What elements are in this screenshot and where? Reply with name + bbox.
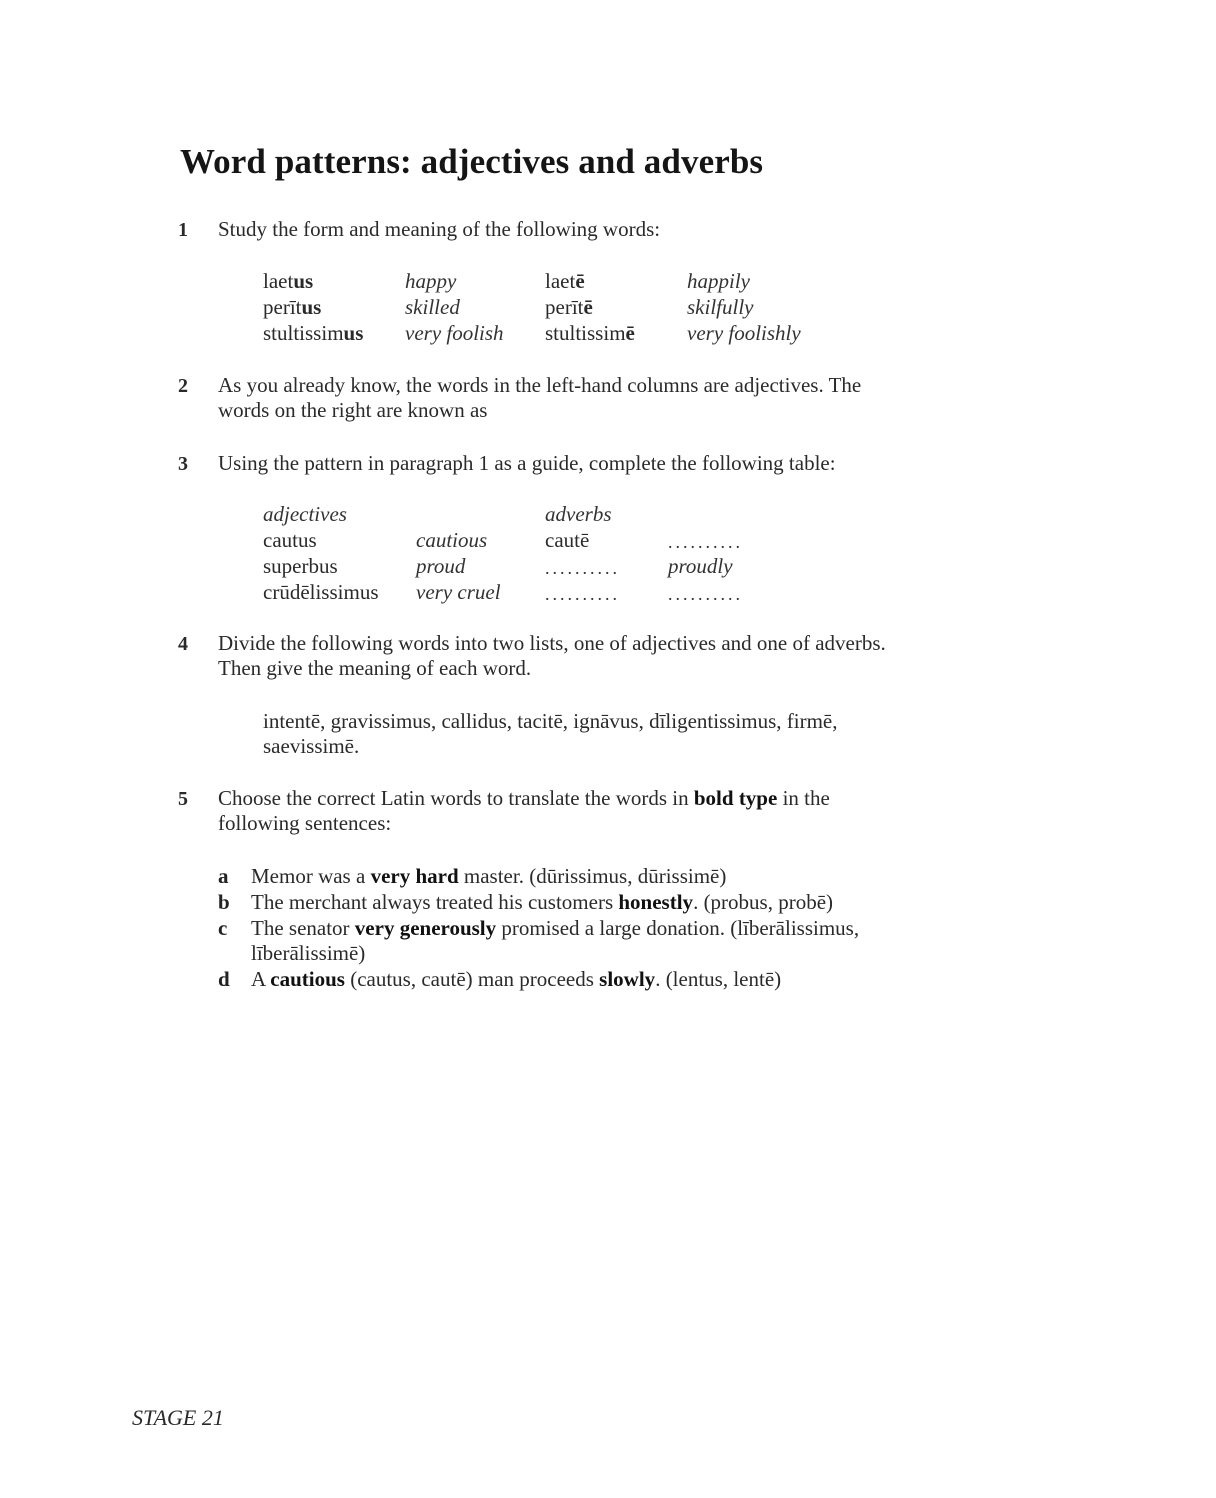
q3-row-2 xyxy=(0,554,1216,580)
q3-english-adverb-blank: .......... xyxy=(668,584,743,604)
q3-header-row xyxy=(0,502,1216,528)
sentence-a: Memor was a very hard master. (dūrissimus, dūrissimē) xyxy=(251,864,727,888)
sentence-d: A cautious (cautus, cautē) man proceeds slowly. (lentus, lentē) xyxy=(251,967,782,991)
q1-row-1 xyxy=(0,269,1216,295)
q1-adverb-meaning: very foolishly xyxy=(687,321,801,345)
q3-latin-adverb: cautē xyxy=(545,528,590,552)
q3-latin-adverb-blank: .......... xyxy=(545,584,620,604)
question-number-4: 4 xyxy=(178,633,188,655)
page-footer-stage: STAGE 21 xyxy=(132,1405,224,1430)
q1-adverb: perītē xyxy=(545,295,593,319)
q3-english-adjective: cautious xyxy=(416,528,488,552)
q1-adjective: stultissimus xyxy=(263,321,364,345)
q1-adjective: perītus xyxy=(263,295,322,319)
question-4-line-1: Divide the following words into two lists, one of adjectives and one of adverbs. xyxy=(218,631,886,655)
question-4-text xyxy=(218,631,998,681)
question-3-text: Using the pattern in paragraph 1 as a guide, complete the following table: xyxy=(218,451,836,475)
q3-english-adjective: proud xyxy=(416,554,466,578)
q3-english-adverb: proudly xyxy=(668,554,733,578)
adverbs-header: adverbs xyxy=(545,502,612,526)
question-number-2: 2 xyxy=(178,375,188,397)
question-2-line-2: words on the right are known as xyxy=(218,398,488,422)
q1-adverb-meaning: happily xyxy=(687,269,750,293)
q1-row-2 xyxy=(0,295,1216,321)
question-number-5: 5 xyxy=(178,788,188,810)
adjectives-header: adjectives xyxy=(263,502,347,526)
question-number-1: 1 xyxy=(178,219,188,241)
sentence-letter-b: b xyxy=(218,890,230,914)
page-title: Word patterns: adjectives and adverbs xyxy=(180,142,764,181)
question-4-line-2: Then give the meaning of each word. xyxy=(218,656,532,680)
sentence-b: The merchant always treated his customers honestly. (probus, probē) xyxy=(251,890,834,914)
bold-type-label: bold type xyxy=(693,786,778,810)
q1-adverb-meaning: skilfully xyxy=(687,295,754,319)
q1-adverb: laetē xyxy=(545,269,585,293)
q3-latin-adjective: crūdēlissimus xyxy=(263,580,379,604)
question-5-text: Choose the correct Latin words to translate the words in bold type in the following sentences: xyxy=(218,786,830,835)
q1-adverb: stultissimē xyxy=(545,321,635,345)
question-5-line-2: following sentences: xyxy=(218,811,392,835)
q1-adjective-meaning: happy xyxy=(405,269,457,293)
question-2-line-1: As you already know, the words in the left-hand columns are adjectives. The xyxy=(218,373,862,397)
question-4-word-list xyxy=(263,709,963,759)
q3-latin-adjective: superbus xyxy=(263,554,338,578)
sentence-letter-c: c xyxy=(218,916,228,940)
question-1-text: Study the form and meaning of the following words: xyxy=(218,217,661,241)
q3-english-adverb-blank: .......... xyxy=(668,532,743,552)
question-number-3: 3 xyxy=(178,453,188,475)
q3-row-3 xyxy=(0,580,1216,606)
q1-adjective-meaning: very foolish xyxy=(405,321,504,345)
q1-adjective: laetus xyxy=(263,269,314,293)
q3-latin-adjective: cautus xyxy=(263,528,317,552)
question-2-text xyxy=(218,373,998,423)
word-list-line-2: saevissimē. xyxy=(263,734,360,758)
q3-english-adjective: very cruel xyxy=(416,580,501,604)
sentence-c: The senator very generously promised a large donation. (līberālissimus, līberālissimē) xyxy=(251,916,860,965)
q1-row-3 xyxy=(0,321,1216,347)
sentence-letter-a: a xyxy=(218,864,229,888)
sentence-letter-d: d xyxy=(218,967,230,991)
q1-adjective-meaning: skilled xyxy=(405,295,460,319)
q3-latin-adverb-blank: .......... xyxy=(545,558,620,578)
q3-row-1 xyxy=(0,528,1216,554)
word-list-line-1: intentē, gravissimus, callidus, tacitē, ignāvus, dīligentissimus, firmē, xyxy=(263,709,838,733)
